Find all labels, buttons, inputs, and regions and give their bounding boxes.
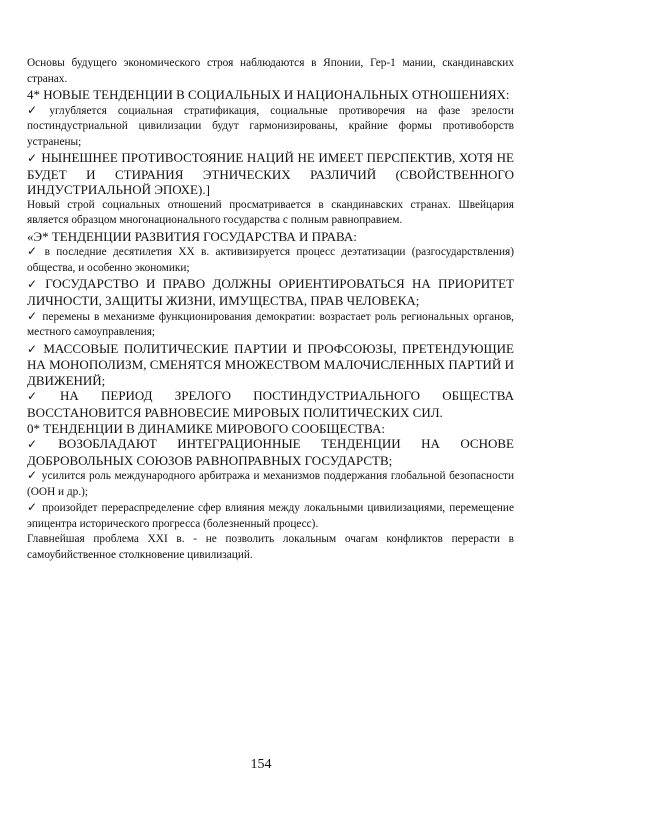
check-icon: ✓ xyxy=(27,277,42,292)
page-number: 154 xyxy=(250,757,272,772)
list-item: ✓ углубляется социальная стратификация, социальные противоречия на фазе зрелости постиндустриальной цивилизации будут гармонизированы, крайние формы противоборств устранены; xyxy=(27,102,514,148)
check-icon: ✓ xyxy=(27,468,38,483)
check-icon: ✓ xyxy=(27,341,40,356)
check-icon: ✓ xyxy=(27,244,41,259)
check-icon: ✓ xyxy=(27,151,38,166)
list-item: ✓ усилится роль международного арбитража и механизмов поддержания глобальной безопасности (ООН и др.); xyxy=(27,468,514,498)
paragraph-scandinavia: Новый строй социальных отношений просматривается в скандинавских странах. Швейцария является образцом многонационального государства с полным равноправием. xyxy=(27,198,514,227)
list-item: ✓ ГОСУДАРСТВО И ПРАВО ДОЛЖНЫ ОРИЕНТИРОВАТЬСЯ НА ПРИОРИТЕТ ЛИЧНОСТИ, ЗАЩИТЫ ЖИЗНИ, ИМУЩЕСТВА, ПРАВ ЧЕЛОВЕКА; xyxy=(27,276,515,309)
list-item: ✓ МАССОВЫЕ ПОЛИТИЧЕСКИЕ ПАРТИИ И ПРОФСОЮЗЫ, ПРЕТЕНДУЮЩИЕ НА МОНОПОЛИЗМ, СМЕНЯТСЯ МНОЖЕСТВОМ МАЛОЧИСЛЕННЫХ ПАРТИЙ И ДВИЖЕНИЙ; xyxy=(27,340,514,388)
list-item: ✓ ВОЗОБЛАДАЮТ ИНТЕГРАЦИОННЫЕ ТЕНДЕНЦИИ НА ОСНОВЕ ДОБРОВОЛЬНЫХ СОЮЗОВ РАВНОПРАВНЫХ ГОСУДАРСТВ; xyxy=(27,436,514,468)
list-item: ✓ перемены в механизме функционирования демократии: возрастает роль региональных органов, местного самоуправления; xyxy=(27,308,514,339)
list-item: ✓ НА ПЕРИОД ЗРЕЛОГО ПОСТИНДУСТРИАЛЬНОГО ОБЩЕСТВА ВОССТАНОВИТСЯ РАВНОВЕСИЕ МИРОВЫХ ПОЛИТИЧЕСКИХ СИЛ. xyxy=(27,388,515,421)
check-icon: ✓ xyxy=(27,102,46,117)
list-item: ✓ в последние десятилетия XX в. активизируется процесс деэтатизации (разгосударствления) общества, и особенно экономики; xyxy=(27,244,514,274)
document-body xyxy=(27,56,514,563)
check-icon: ✓ xyxy=(27,500,39,515)
check-icon: ✓ xyxy=(27,389,57,404)
paragraph-conclusion: Главнейшая проблема XXI в. - не позволить локальным очагам конфликтов перерасти в самоубийственное столкновение цивилизаций. xyxy=(27,533,514,561)
list-item: ✓ произойдет перераспределение сфер влияния между локальными цивилизациями, перемещение эпицентра исторического прогресса (болезненный процесс). xyxy=(27,500,514,530)
section-heading-state: «Э* ТЕНДЕНЦИИ РАЗВИТИЯ ГОСУДАРСТВА И ПРАВА: xyxy=(27,228,357,244)
check-icon: ✓ xyxy=(27,437,55,452)
list-item: ✓ НЫНЕШНЕЕ ПРОТИВОСТОЯНИЕ НАЦИЙ НЕ ИМЕЕТ ПЕРСПЕКТИВ, ХОТЯ НЕ БУДЕТ И СТИРАНИЯ ЭТНИЧЕСКИХ РАЗЛИЧИЙ (СВОЙСТВЕННОГО ИНДУСТРИАЛЬНОЙ ЭПОХЕ).] xyxy=(27,150,514,198)
section-heading-social: 4* НОВЫЕ ТЕНДЕНЦИИ В СОЦИАЛЬНЫХ И НАЦИОНАЛЬНЫХ ОТНОШЕНИЯХ: xyxy=(27,87,510,102)
paragraph-intro: Основы будущего экономического строя наблюдаются в Японии, Гер-1 мании, скандинавских странах. xyxy=(27,57,514,85)
section-heading-world: 0* ТЕНДЕНЦИИ В ДИНАМИКЕ МИРОВОГО СООБЩЕСТВА: xyxy=(27,420,385,436)
check-icon: ✓ xyxy=(27,308,39,323)
